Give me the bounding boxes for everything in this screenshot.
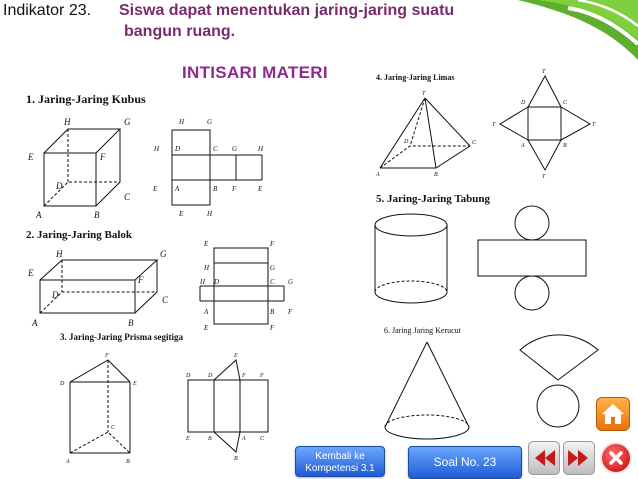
- cuboid-figure: [40, 260, 157, 313]
- main-heading: INTISARI MATERI: [182, 63, 328, 82]
- cube-label: E: [28, 152, 34, 162]
- cube-net-label: H: [154, 145, 160, 153]
- pyramid-net-label: D: [521, 100, 526, 106]
- cube-figure: [44, 129, 120, 206]
- cone-net-figure: [520, 335, 598, 427]
- pyramid-label: T: [422, 91, 426, 97]
- cube-net-figure: [172, 130, 262, 205]
- back-to-competency-button[interactable]: [295, 446, 385, 477]
- cone-figure: [385, 342, 469, 439]
- cuboid-net-label: F: [270, 324, 275, 332]
- pyramid-label: C: [472, 140, 477, 146]
- prism-figure: [70, 360, 130, 453]
- cuboid-net-label: F: [270, 240, 275, 248]
- cube-net-label: E: [258, 185, 263, 193]
- cuboid-net-label: E: [204, 324, 209, 332]
- indicator-title-line2: bangun ruang.: [124, 23, 236, 40]
- prev-button[interactable]: [528, 441, 560, 475]
- prism-net-label: C: [260, 436, 265, 442]
- back-button-line1: Kembali ke: [315, 451, 365, 462]
- prism-net-label: D: [186, 373, 191, 379]
- pyramid-label: A: [376, 172, 380, 178]
- prism-label: B: [126, 459, 130, 465]
- cuboid-label: B: [128, 318, 134, 328]
- cube-net-label: E: [179, 210, 184, 218]
- cube-net-label: D: [175, 145, 181, 153]
- cuboid-label: G: [160, 249, 167, 259]
- close-icon: [602, 444, 630, 472]
- cube-label: D: [56, 181, 63, 191]
- cube-label: G: [124, 117, 131, 127]
- pyramid-net-label: T: [492, 122, 496, 128]
- cube-net-label: G: [207, 118, 213, 126]
- prism-net-label: D: [208, 373, 213, 379]
- cylinder-figure: [375, 214, 447, 303]
- cube-label: A: [36, 210, 42, 220]
- cuboid-net-label: H: [204, 264, 210, 272]
- cuboid-net-label: F: [288, 308, 293, 316]
- prism-net-label: F: [242, 373, 246, 379]
- cube-label: F: [100, 152, 106, 162]
- section-cube-title: 1. Jaring-Jaring Kubus: [26, 92, 146, 106]
- cube-label: C: [124, 192, 131, 202]
- prism-net-label: F: [260, 373, 264, 379]
- cuboid-net-label: G: [288, 278, 294, 286]
- pyramid-net-label: T: [592, 122, 596, 128]
- cuboid-label: A: [32, 318, 38, 328]
- pyramid-figure: [380, 98, 470, 168]
- cuboid-label: C: [162, 295, 169, 305]
- double-left-arrow-icon: [529, 442, 559, 474]
- cube-net-label: F: [232, 185, 237, 193]
- pyramid-net-label: T: [542, 174, 546, 180]
- cylinder-net-figure: [478, 206, 586, 310]
- prism-net-label: A: [242, 436, 246, 442]
- next-button[interactable]: [563, 441, 595, 475]
- pyramid-net-label: A: [521, 143, 525, 149]
- pyramid-net-figure: [500, 76, 590, 170]
- pyramid-net-label: B: [563, 143, 567, 149]
- cuboid-net-label: A: [204, 308, 209, 316]
- cube-net-label: H: [179, 118, 185, 126]
- cuboid-net-label: D: [214, 278, 220, 286]
- cuboid-label: F: [138, 275, 144, 285]
- close-button[interactable]: [600, 442, 632, 474]
- cube-net-label: H: [258, 145, 264, 153]
- cube-net-label: G: [232, 145, 238, 153]
- cuboid-net-label: G: [270, 264, 276, 272]
- pyramid-net-label: C: [563, 100, 568, 106]
- home-button[interactable]: [596, 397, 630, 431]
- cuboid-net-label: H: [200, 278, 206, 286]
- section-prism-title: 3. Jaring-Jaring Prisma segitiga: [60, 332, 183, 342]
- prism-label: D: [60, 381, 65, 387]
- double-right-arrow-icon: [564, 442, 594, 474]
- prism-net-label: B: [234, 456, 238, 462]
- cube-net-label: B: [213, 185, 218, 193]
- pyramid-net-label: T: [542, 69, 546, 75]
- prism-label: C: [111, 425, 116, 431]
- question-number-button[interactable]: Soal No. 23: [408, 446, 522, 479]
- prism-net-label: E: [234, 353, 238, 359]
- cuboid-label: D: [52, 290, 59, 300]
- prism-label: E: [133, 381, 137, 387]
- cuboid-label: H: [56, 249, 63, 259]
- prism-net-figure: [188, 360, 268, 452]
- indicator-number: Indikator 23.: [3, 2, 92, 19]
- prism-label: F: [105, 353, 109, 359]
- cuboid-label: E: [28, 268, 34, 278]
- indicator-title: Siswa dapat menentukan jaring-jaring suatu: [119, 2, 455, 19]
- section-pyramid-title: 4. Jaring-Jaring Limas: [376, 73, 455, 82]
- cuboid-net-label: B: [270, 308, 275, 316]
- cuboid-net-label: E: [204, 240, 209, 248]
- cube-label: H: [64, 117, 71, 127]
- pyramid-label: B: [434, 172, 438, 178]
- prism-net-label: E: [186, 436, 190, 442]
- prism-label: A: [66, 459, 70, 465]
- prism-net-label: B: [208, 436, 212, 442]
- cube-net-label: E: [153, 185, 158, 193]
- cuboid-net-label: C: [270, 278, 275, 286]
- back-button-line2: Kompetensi 3.1: [305, 463, 375, 474]
- section-cylinder-title: 5. Jaring-Jaring Tabung: [376, 193, 491, 205]
- section-cone-title: 6. Jaring Jaring Kerucut: [384, 326, 461, 335]
- pyramid-label: D: [404, 139, 409, 145]
- section-cuboid-title: 2. Jaring-Jaring Balok: [26, 229, 133, 241]
- cube-net-label: C: [213, 145, 218, 153]
- cube-net-label: A: [175, 185, 180, 193]
- cube-net-label: H: [207, 210, 213, 218]
- cube-label: B: [94, 210, 100, 220]
- home-icon: [597, 398, 629, 430]
